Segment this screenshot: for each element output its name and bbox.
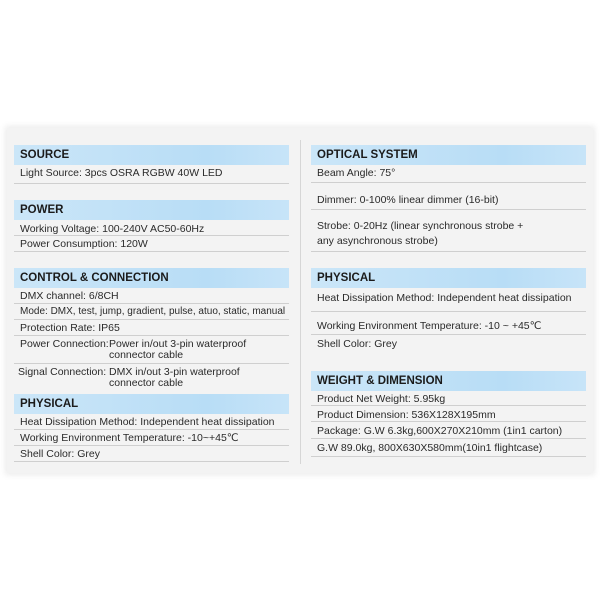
control-connection-header: CONTROL & CONNECTION [14,268,289,288]
divider-line [14,235,289,236]
divider-line [311,209,586,210]
divider-line [311,251,586,252]
divider-line [14,335,289,336]
source-header: SOURCE [14,145,289,165]
divider-line [14,445,289,446]
package-row: Package: G.W 6.3kg,600X270X210mm (1in1 carton) [317,425,563,437]
signal-connection-label: Signal Connection: [18,366,107,378]
divider-line [14,363,289,364]
divider-line [311,405,586,406]
heat-dissipation-row-left: Heat Dissipation Method: Independent heat dissipation [20,416,275,428]
power-consumption-row: Power Consumption: 120W [20,238,148,250]
mode-row: Mode: DMX, test, jump, gradient, pulse, atuo, static, manual [20,306,286,317]
divider-line [14,303,289,304]
divider-line [14,429,289,430]
power-connection-value-line2: connector cable [109,349,184,361]
optical-system-header: OPTICAL SYSTEM [311,145,586,165]
light-source-row: Light Source: 3pcs OSRA RGBW 40W LED [20,167,223,179]
signal-connection-value-line2: connector cable [109,377,184,389]
shell-color-row-left: Shell Color: Grey [20,448,100,460]
power-connection-value-line1: Power in/out 3-pin waterproof [109,338,247,350]
working-voltage-row: Working Voltage: 100-240V AC50-60Hz [20,223,205,235]
divider-line [14,319,289,320]
beam-angle-row: Beam Angle: 75° [317,167,396,179]
flightcase-row: G.W 89.0kg, 800X630X580mm(10in1 flightcase) [317,442,543,454]
signal-connection-value-line1: DMX in/out 3-pin waterproof [109,366,240,378]
divider-line [14,461,289,462]
divider-line [311,421,586,422]
net-weight-row: Product Net Weight: 5.95kg [317,393,446,405]
power-connection-label: Power Connection: [20,338,109,350]
physical-header-right: PHYSICAL [311,268,586,288]
shell-color-row-right: Shell Color: Grey [317,338,397,350]
heat-dissipation-row-right: Heat Dissipation Method: Independent heat dissipation [317,292,572,304]
strobe-row-line1: Strobe: 0-20Hz (linear synchronous strobe + [317,220,524,232]
working-temperature-row-left: Working Environment Temperature: -10~+45℃ [20,432,239,444]
power-header: POWER [14,200,289,220]
physical-header-left: PHYSICAL [14,394,289,414]
divider-line [14,251,289,252]
weight-dimension-header: WEIGHT & DIMENSION [311,371,586,391]
product-dimension-row: Product Dimension: 536X128X195mm [317,409,496,421]
divider-line [311,438,586,439]
divider-line [14,183,289,184]
divider-line [311,182,586,183]
protection-rate-row: Protection Rate: IP65 [20,322,120,334]
divider-line [311,456,586,457]
divider-line [311,334,586,335]
divider-line [311,311,586,312]
working-temperature-row-right: Working Environment Temperature: -10 ~ +45℃ [317,320,542,332]
dmx-channel-row: DMX channel: 6/8CH [20,290,119,302]
strobe-row-line2: any asynchronous strobe) [317,235,438,247]
dimmer-row: Dimmer: 0-100% linear dimmer (16-bit) [317,194,499,206]
column-divider [300,140,301,464]
